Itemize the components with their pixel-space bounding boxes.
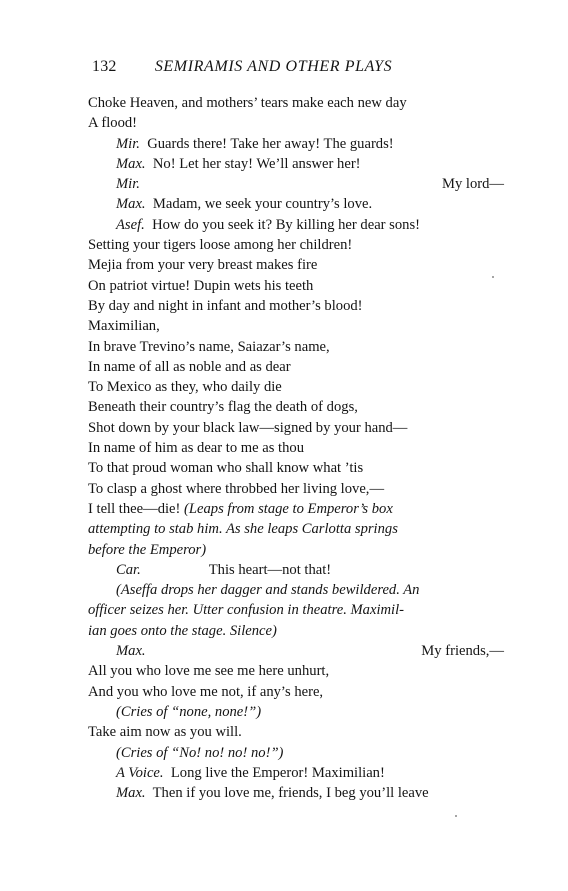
paper-speck: [455, 815, 457, 817]
stage-direction-line: [88, 580, 504, 600]
verse-line: On patriot virtue! Dupin wets his teeth: [88, 277, 314, 294]
verse-line: In brave Trevino’s name, Saiazar’s name,: [88, 338, 330, 355]
stage-direction: (Cries of “none, none!”): [116, 703, 262, 720]
dialogue-line: Max. My friends,—: [116, 643, 504, 660]
verse-line: Mejia from your very breast makes fire: [88, 257, 318, 274]
stage-direction: officer seizes her. Utter confusion in theatre. Maximil-: [88, 602, 405, 619]
verse-line: A flood!: [88, 115, 138, 132]
play-text: [88, 93, 504, 803]
dialogue-line: A Voice. Long live the Emperor! Maximilian!: [116, 764, 385, 781]
speaker-name: Asef.: [116, 216, 145, 233]
stage-direction: ian goes onto the stage. Silence): [88, 622, 277, 639]
dialogue-line: Asef. How do you seek it? By killing her dear sons!: [116, 216, 420, 233]
stage-direction: (Cries of “No! no! no! no!”): [116, 744, 284, 761]
dialogue-line: Mir. Guards there! Take her away! The guards!: [116, 135, 394, 152]
speaker-name: Max.: [116, 643, 146, 660]
verse-line: Setting your tigers loose among her children!: [88, 237, 353, 254]
speaker-name: Max.: [116, 196, 146, 213]
verse-line: Shot down by your black law—signed by your hand—: [88, 419, 408, 436]
verse-line: Choke Heaven, and mothers’ tears make each new day: [88, 95, 407, 111]
verse-line: Beneath their country’s flag the death of dogs,: [88, 399, 358, 416]
speaker-name: Car.: [116, 561, 141, 578]
paper-speck: [492, 276, 494, 278]
stage-direction-line: [88, 519, 504, 539]
stage-direction: (Aseffa drops her dagger and stands bewildered. An: [116, 582, 420, 599]
stage-direction-line: [88, 600, 504, 620]
dialogue-line: Max. No! Let her stay! We’ll answer her!: [116, 155, 361, 172]
verse-line: To Mexico as they, who daily die: [88, 379, 282, 396]
dialogue-line: Max. Then if you love me, friends, I beg you’ll leave: [116, 785, 429, 802]
verse-line: Maximilian,: [88, 318, 160, 335]
page-header: [92, 58, 392, 76]
stage-direction: (Leaps from stage to Emperor’s box: [184, 500, 393, 517]
verse-line: All you who love me see me here unhurt,: [88, 663, 330, 680]
speaker-name: Mir.: [116, 135, 140, 152]
speaker-name: Max.: [116, 155, 146, 172]
speaker-name: Max.: [116, 785, 146, 802]
verse-line: To clasp a ghost where throbbed her living love,—: [88, 480, 385, 497]
running-title: SEMIRAMIS AND OTHER PLAYS: [154, 58, 393, 75]
verse-line: In name of him as dear to me as thou: [88, 440, 305, 457]
speaker-name: Mir.: [116, 176, 140, 193]
stage-direction-line: [88, 743, 504, 763]
stage-direction-line: [88, 540, 504, 560]
dialogue-line: Car. This heart—not that!: [116, 561, 332, 578]
verse-line: I tell thee—die! (Leaps from stage to Emperor’s box: [88, 500, 393, 517]
verse-line: To that proud woman who shall know what ’tis: [88, 460, 364, 477]
verse-line: By day and night in infant and mother’s blood!: [88, 297, 363, 314]
stage-direction-line: [88, 621, 504, 641]
stage-direction: attempting to stab him. As she leaps Carlotta springs: [88, 521, 398, 538]
verse-line: Take aim now as you will.: [88, 724, 242, 741]
stage-direction: before the Emperor): [88, 541, 207, 558]
verse-line: In name of all as noble and as dear: [88, 358, 291, 375]
dialogue-line: Max. Madam, we seek your country’s love.: [116, 196, 373, 213]
dialogue-line: Mir. My lord—: [116, 176, 504, 193]
verse-line: And you who love me not, if any’s here,: [88, 683, 324, 700]
page-number: 132: [92, 58, 117, 75]
speaker-name: A Voice.: [116, 764, 164, 781]
stage-direction-line: [88, 702, 504, 722]
